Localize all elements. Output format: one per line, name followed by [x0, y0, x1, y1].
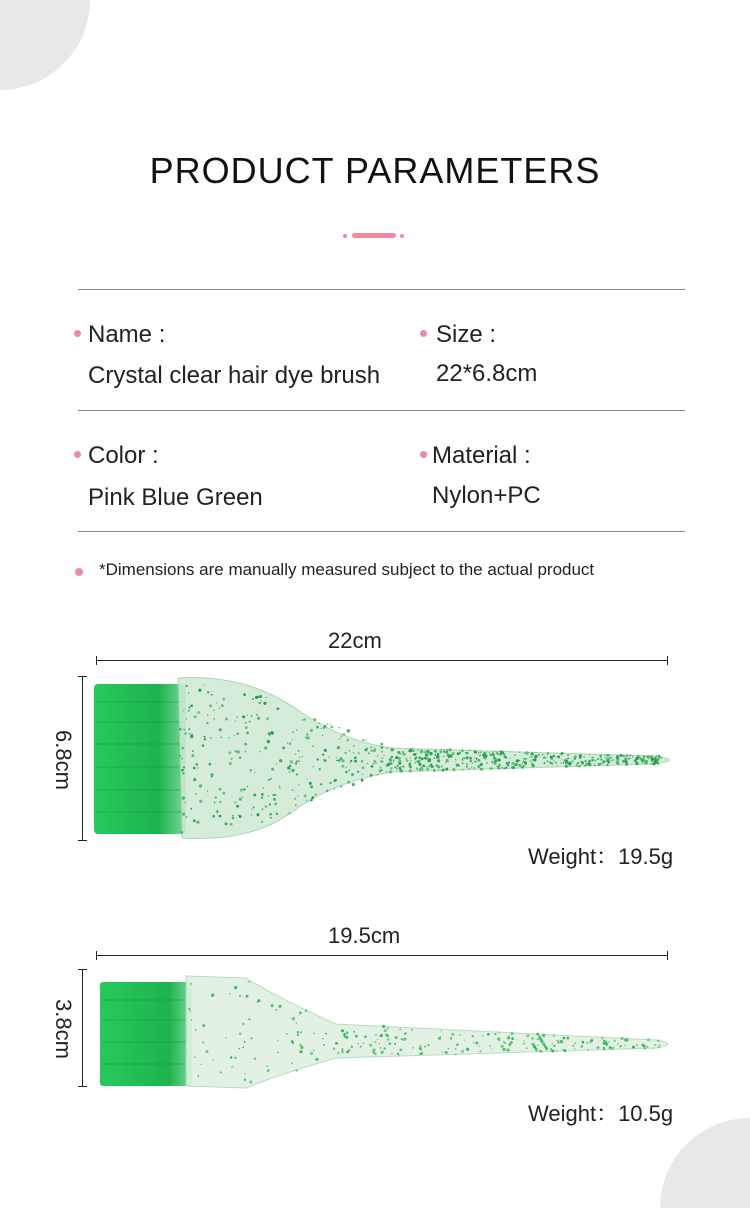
color-label: Color : — [88, 442, 159, 469]
large-brush-image — [92, 672, 674, 844]
size-bullet-icon — [420, 330, 427, 337]
page-title: PRODUCT PARAMETERS — [149, 150, 601, 191]
color-value: Pink Blue Green — [88, 484, 263, 511]
color-bullet-icon — [74, 451, 81, 458]
small-brush-length-line — [96, 955, 668, 956]
divider-bottom — [78, 531, 685, 532]
disclaimer-note: *Dimensions are manually measured subject to the actual product — [99, 560, 595, 579]
small-brush-length-label: 19.5cm — [328, 923, 401, 948]
large-brush-length-label: 22cm — [328, 628, 382, 653]
small-brush-weight: Weight：10.5g — [528, 1101, 674, 1126]
corner-decoration-top-left — [0, 0, 90, 90]
corner-decoration-bottom-right — [660, 1118, 750, 1208]
note-bullet-icon — [75, 568, 83, 576]
large-brush-width-label: 6.8cm — [50, 730, 76, 790]
material-value: Nylon+PC — [432, 482, 541, 509]
large-brush-weight: Weight：19.5g — [528, 844, 674, 869]
divider-middle — [78, 410, 685, 411]
small-brush-image — [96, 972, 674, 1090]
name-value: Crystal clear hair dye brush — [88, 362, 381, 389]
large-brush-length-line — [96, 660, 668, 661]
small-brush-width-line — [82, 969, 83, 1087]
divider-top — [78, 289, 685, 290]
size-value: 22*6.8cm — [436, 360, 538, 387]
size-label: Size : — [436, 321, 497, 348]
name-label: Name : — [88, 321, 166, 348]
large-brush-width-line — [82, 676, 83, 841]
small-brush-width-label: 3.8cm — [50, 999, 76, 1059]
material-label: Material : — [432, 442, 531, 469]
title-underline-decoration — [343, 233, 405, 239]
name-bullet-icon — [74, 330, 81, 337]
material-bullet-icon — [420, 451, 427, 458]
